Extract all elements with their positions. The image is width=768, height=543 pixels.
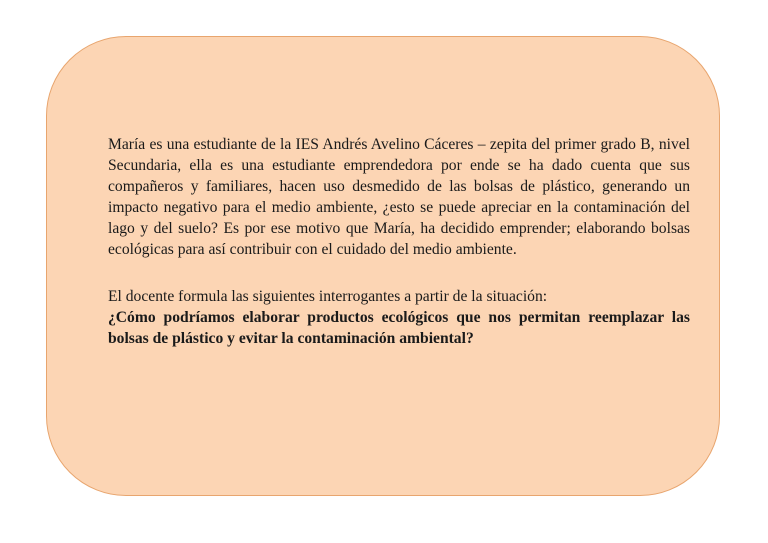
teacher-intro-text: El docente formula las siguientes interrogantes a partir de la situación: [108,288,548,305]
paragraph-spacer [108,260,690,286]
guiding-question: ¿Cómo podríamos elaborar productos ecológicos que nos permitan reemplazar las bolsas de plástico y evitar la contaminación ambiental? [108,309,690,347]
situation-text-block [108,134,690,349]
situation-paragraph: María es una estudiante de la IES Andrés Avelino Cáceres – zepita del primer grado B, nivel Secundaria, ella es una estudiante emprendedora por ende se ha dado cuenta que sus compañeros y familiares, hacen uso desmedido de las bolsas de plástico, generando un impacto negativo para el medio ambiente, ¿esto se puede apreciar en la contaminación del lago y del suelo? Es por ese motivo que María, ha decidido emprender; elaborando bolsas ecológicas para así contribuir con el cuidado del medio ambiente. [108,136,690,258]
